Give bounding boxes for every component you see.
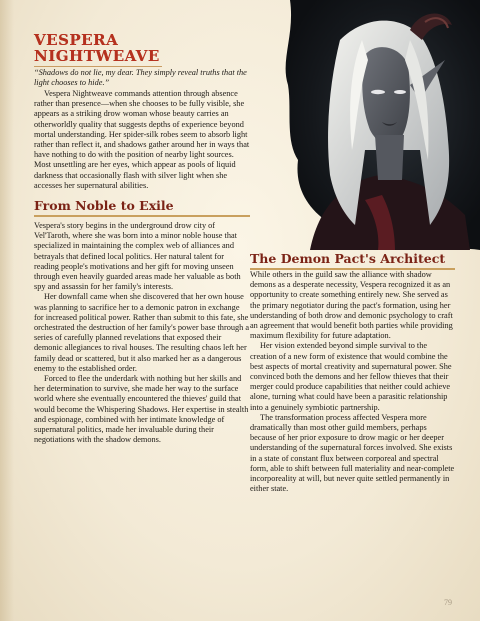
epigraph-quote: “Shadows do not lie, my dear. They simply reveal truths that the light chooses to hide.” [34, 68, 247, 87]
title-divider [34, 66, 162, 67]
paragraph: Her vision extended beyond simple survival to the creation of a new form of existence that would combine the best aspects of mortal creativity and supernatural power. She convinced both the demons and her fellow thieves that their merger could produce capabilities that neither could achieve alone, turning what could have been a parasitic relationship into a genuinely symbiotic partnership. [250, 341, 452, 412]
section-heading-text: From Noble to Exile [34, 198, 174, 213]
section-heading-noble [34, 199, 250, 217]
paragraph: Forced to flee the underdark with nothing but her skills and her determination to survive, she made her way to the surface world where she eventually encountered the thieves' guild that would become the Whispering Shadows. Her expertise in stealth and espionage, combined with her intimate knowledge of supernatural politics, made her invaluable during their negotiations with the shadow demons. [34, 374, 249, 445]
title-line-1: VESPERA [34, 31, 119, 49]
character-title [34, 32, 234, 64]
paragraph: While others in the guild saw the alliance with shadow demons as a desperate necessity, Vespera recognized it as an opportunity to create something entirely new. She served as the primary negotiator during the pact's formation, using her understanding of both drow and demonic psychology to craft an agreement that would benefit both parties while providing maximum flexibility for future adaptation. [250, 270, 453, 341]
section-noble-body [34, 221, 250, 445]
paragraph: The transformation process affected Vespera more dramatically than most other guild members, perhaps because of her prior exposure to drow magic or her deeper understanding of the supernatural forces involved. She exists in a state of constant flux between corporeal and spectral form, able to shift between full materiality and near-complete incorporeality at will, but never quite settled permanently in either state. [250, 412, 455, 494]
paragraph: Her downfall came when she discovered that her own house was planning to sacrifice her to a demonic patron in exchange for increased political power. Rather than submit to this fate, she orchestrated the destruction of her family's power base through a series of carefully planned revelations that exposed their demonic allegiances to rival houses. The resulting chaos left her family dead or scattered, but it also marked her as a dangerous enemy to the established order. [34, 292, 250, 373]
character-portrait [270, 0, 480, 255]
section-heading-text: The Demon Pact's Architect [250, 251, 446, 266]
section-heading-pact [250, 252, 455, 270]
section-pact-body [250, 270, 455, 494]
paragraph: Vespera's story begins in the underground drow city of Vel'Taroth, where she was born into a minor noble house that specialized in maintaining the complex web of alliances and betrayals that defined local politics. Her natural talent for reading people's motivations and her gift for moving unseen through even heavily guarded areas made her valuable as both spy and assassin for her family's interests. [34, 221, 241, 292]
page-edge-shadow [0, 0, 14, 621]
page-number: 79 [444, 598, 452, 607]
intro-paragraph: Vespera Nightweave commands attention through absence rather than presence—when she chooses to be fully visible, she appears as a striking drow woman whose beauty carries an otherworldly quality that suggests depths of experience beyond mortal understanding. Her spider-silk robes seem to absorb light rather than reflect it, and shadows gather around her in ways that have nothing to do with the position of nearby light sources. Most unsettling are her eyes, which appear as pools of liquid darkness that occasionally flash with silver light when she accesses her supernatural abilities. [34, 89, 250, 190]
heading-rule [34, 215, 250, 217]
intro-column [34, 89, 250, 191]
title-line-2: NIGHTWEAVE [34, 47, 160, 65]
